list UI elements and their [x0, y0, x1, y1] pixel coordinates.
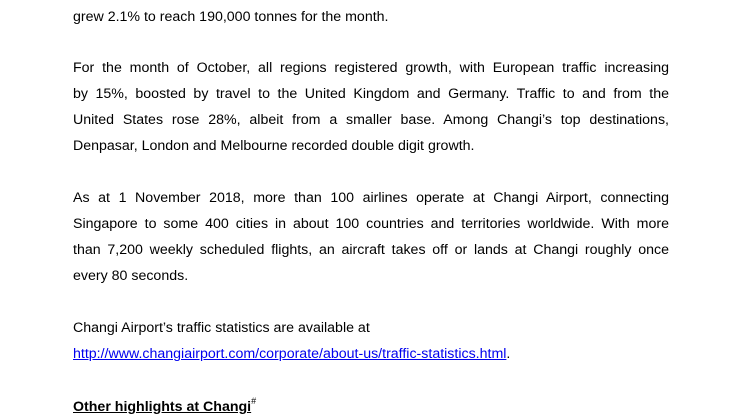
traffic-statistics-link[interactable]: http://www.changiairport.com/corporate/about-us/traffic-statistics.html: [73, 346, 507, 362]
section-heading: [73, 388, 256, 420]
link-suffix: .: [506, 346, 511, 362]
paragraph-line: As at 1 November 2018, more than 100 airlines operate at Changi Airport, connecting: [73, 190, 669, 206]
paragraph-line: every 80 seconds.: [73, 268, 189, 284]
paragraph-line: United States rose 28%, albeit from a smaller base. Among Changi’s top destinations,: [73, 112, 669, 128]
paragraph-line: Denpasar, London and Melbourne recorded double digit growth.: [73, 138, 475, 154]
paragraph-line: Changi Airport’s traffic statistics are available at: [73, 320, 370, 336]
paragraph-statistics-link: [73, 315, 669, 367]
paragraph-october-regions: [73, 55, 669, 159]
paragraph-cargo: [73, 4, 669, 30]
paragraph-line: For the month of October, all regions registered growth, with European traffic increasing: [73, 60, 669, 76]
paragraph-line: by 15%, boosted by travel to the United Kingdom and Germany. Traffic to and from the: [73, 86, 669, 102]
footnote-marker: #: [251, 396, 257, 406]
section-heading-text: Other highlights at Changi: [73, 399, 252, 415]
paragraph-line: grew 2.1% to reach 190,000 tonnes for the month.: [73, 9, 389, 25]
paragraph-line: than 7,200 weekly scheduled flights, an aircraft takes off or lands at Changi roughly once: [73, 242, 669, 258]
paragraph-line: Singapore to some 400 cities in about 100 countries and territories worldwide. With more: [73, 216, 669, 232]
paragraph-line: [73, 341, 669, 367]
paragraph-airlines: [73, 185, 669, 289]
